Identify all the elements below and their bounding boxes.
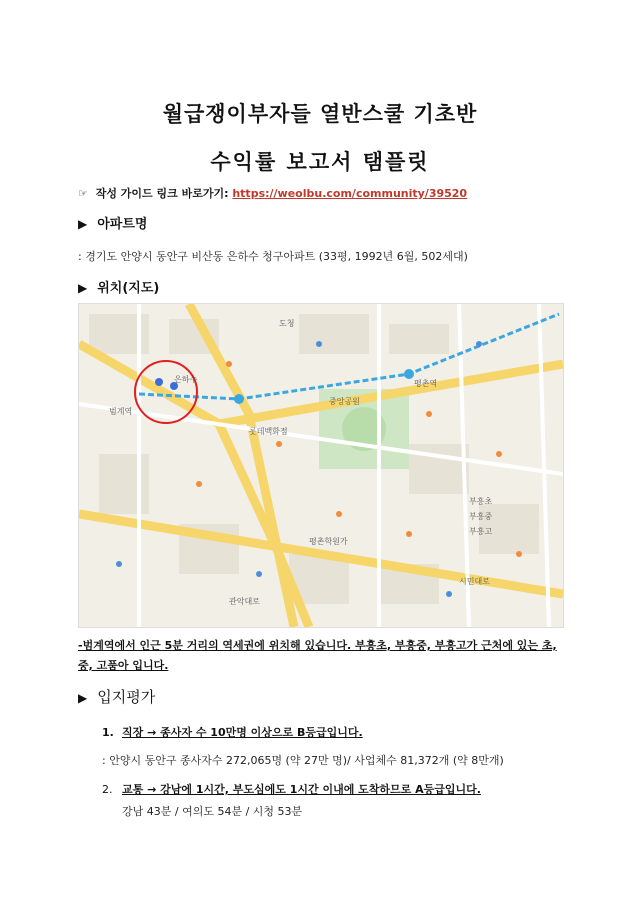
map-label-10: 시민대로 xyxy=(459,577,490,586)
title-line-1: 월급쟁이부자들 열반스쿨 기초반 xyxy=(162,102,478,126)
map-label-0: 은하수 xyxy=(174,375,198,384)
location-heading: ▶ 위치(지도) xyxy=(78,281,160,296)
evaluation-item-2-detail: 강남 43분 / 여의도 54분 / 시청 53분 xyxy=(122,805,303,818)
map-label-8: 평촌학원가 xyxy=(309,537,348,546)
pointing-hand-icon: ☞ xyxy=(78,187,88,200)
location-map[interactable] xyxy=(78,303,564,628)
map-label-2: 평촌역 xyxy=(414,379,438,388)
guide-row xyxy=(78,185,467,201)
evaluation-heading: ▶ 입지평가 xyxy=(78,688,156,706)
triangle-bullet-icon: ▶ xyxy=(78,691,88,705)
map-label-6: 부흥중 xyxy=(469,512,493,521)
title-line-2: 수익률 보고서 탬플릿 xyxy=(210,150,430,174)
guide-label: 작성 가이드 링크 바로가기: xyxy=(95,187,229,200)
evaluation-item-2: 2. 교통 → 강남에 1시간, 부도심에도 1시간 이내에 도착하므로 A등급입니다. xyxy=(102,783,481,796)
guide-link[interactable]: https://weolbu.com/community/39520 xyxy=(232,187,468,200)
evaluation-item-1-detail: : 안양시 동안구 종사자수 272,065명 (약 27만 명)/ 사업체수 81,372개 (약 8만개) xyxy=(102,754,504,767)
apartment-detail: : 경기도 안양시 동안구 비산동 은하수 청구아파트 (33평, 1992년 6월, 502세대) xyxy=(78,250,468,263)
triangle-bullet-icon: ▶ xyxy=(78,217,88,231)
map-label-11: 도청 xyxy=(279,319,295,328)
map-label-1: 범계역 xyxy=(109,407,133,416)
apartment-heading: ▶ 아파트명 xyxy=(78,217,148,232)
map-label-9: 관악대로 xyxy=(229,597,260,606)
map-graphic xyxy=(79,304,563,627)
map-label-5: 부흥초 xyxy=(469,497,493,506)
map-label-4: 롯데백화점 xyxy=(249,427,288,436)
evaluation-item-1: 1. 직장 → 종사자 수 10만명 이상으로 B등급입니다. xyxy=(102,726,363,739)
map-label-7: 부흥고 xyxy=(469,527,493,536)
triangle-bullet-icon: ▶ xyxy=(78,281,88,295)
location-note: -범계역에서 인근 5분 거리의 역세권에 위치해 있습니다. 부흥초, 부흥중, 부흥고가 근처에 있는 초, 중, 고품아 입니다. xyxy=(78,639,557,672)
map-label-3: 중앙공원 xyxy=(329,397,360,406)
